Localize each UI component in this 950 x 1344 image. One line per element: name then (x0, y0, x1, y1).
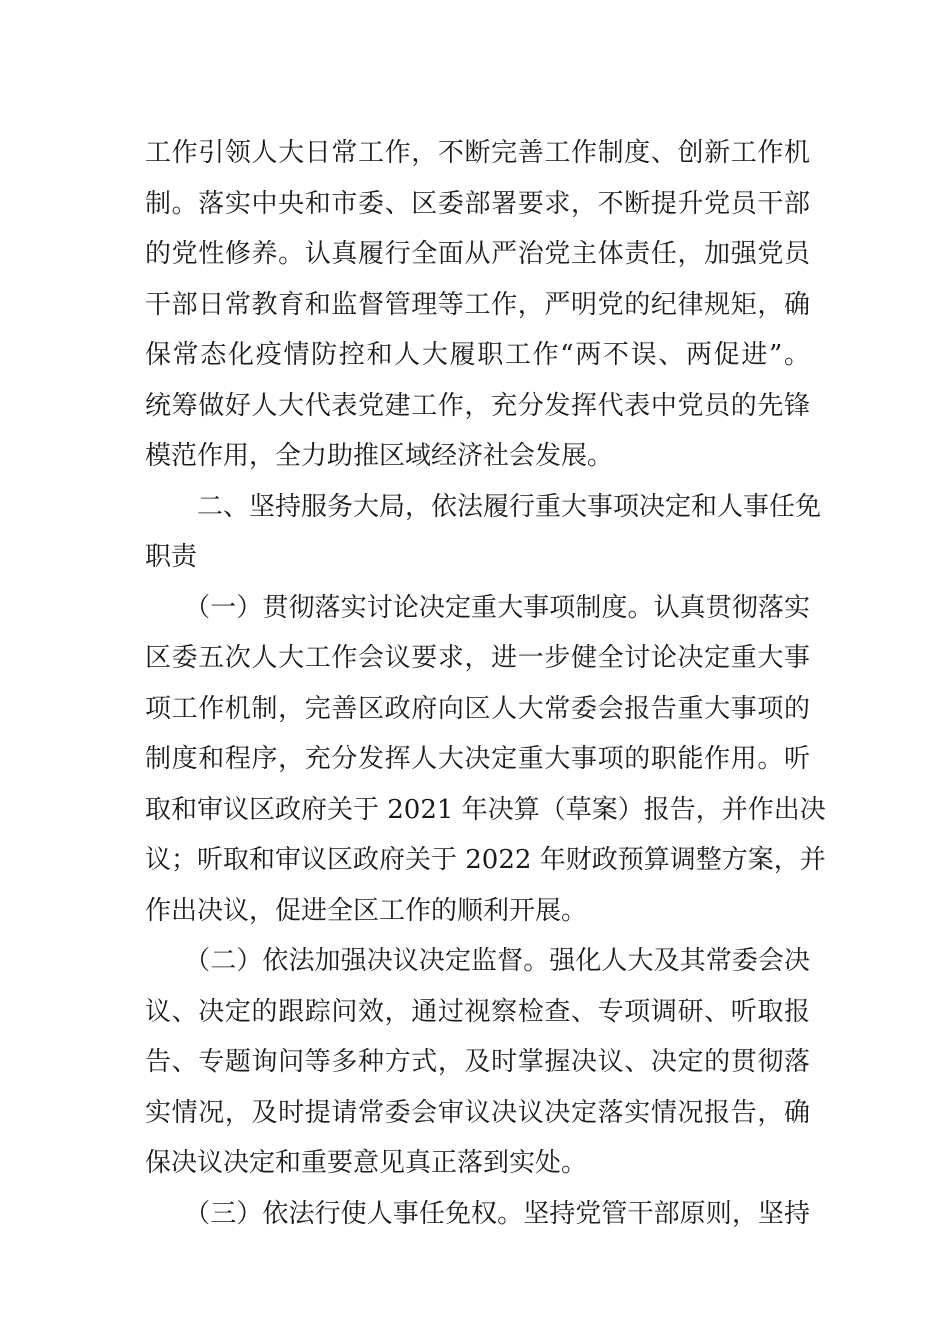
text-line: 项工作机制，完善区政府向区人大常委会报告重大事项的 (145, 693, 810, 724)
section-heading-line: 二、坚持服务大局，依法履行重大事项决定和人事任免 (145, 491, 822, 522)
section-heading-line: 职责 (145, 542, 198, 572)
text-line: （一）贯彻落实讨论决定重大事项制度。认真贯彻落实 (145, 592, 810, 623)
text-line: 模范作用，全力助推区域经济社会发展。 (145, 441, 614, 471)
text-line: 保决议决定和重要意见真正落到实处。 (145, 1148, 588, 1178)
text-line: 议；听取和审议区政府关于 2022 年财政预算调整方案，并 (145, 845, 826, 875)
text-line: 议、决定的跟踪问效，通过视察检查、专项调研、听取报 (145, 996, 810, 1027)
text-line: 实情况，及时提请常委会审议决议决定落实情况报告，确 (145, 1097, 810, 1128)
text-line: （三）依法行使人事任免权。坚持党管干部原则，坚持 (145, 1198, 810, 1229)
text-line: 的党性修养。认真履行全面从严治党主体责任，加强党员 (145, 239, 810, 269)
text-line: 取和审议区政府关于 2021 年决算（草案）报告，并作出决 (145, 794, 826, 825)
text-line: （二）依法加强决议决定监督。强化人大及其常委会决 (145, 946, 810, 976)
text-line: 制度和程序，充分发挥人大决定重大事项的职能作用。听 (145, 744, 810, 774)
text-line: 告、专题询问等多种方式，及时掌握决议、决定的贯彻落 (145, 1047, 810, 1077)
text-line: 保常态化疫情防控和人大履职工作“两不误、两促进”。 (145, 340, 810, 370)
document-body (145, 128, 826, 1239)
text-line: 区委五次人大工作会议要求，进一步健全讨论决定重大事 (145, 643, 810, 673)
text-line: 干部日常教育和监督管理等工作，严明党的纪律规矩，确 (145, 289, 810, 320)
text-line: 工作引领人大日常工作，不断完善工作制度、创新工作机 (145, 138, 810, 168)
text-line: 制。落实中央和市委、区委部署要求，不断提升党员干部 (145, 188, 810, 219)
text-line: 统筹做好人大代表党建工作，充分发挥代表中党员的先锋 (145, 390, 810, 421)
text-line: 作出决议，促进全区工作的顺利开展。 (145, 895, 588, 926)
